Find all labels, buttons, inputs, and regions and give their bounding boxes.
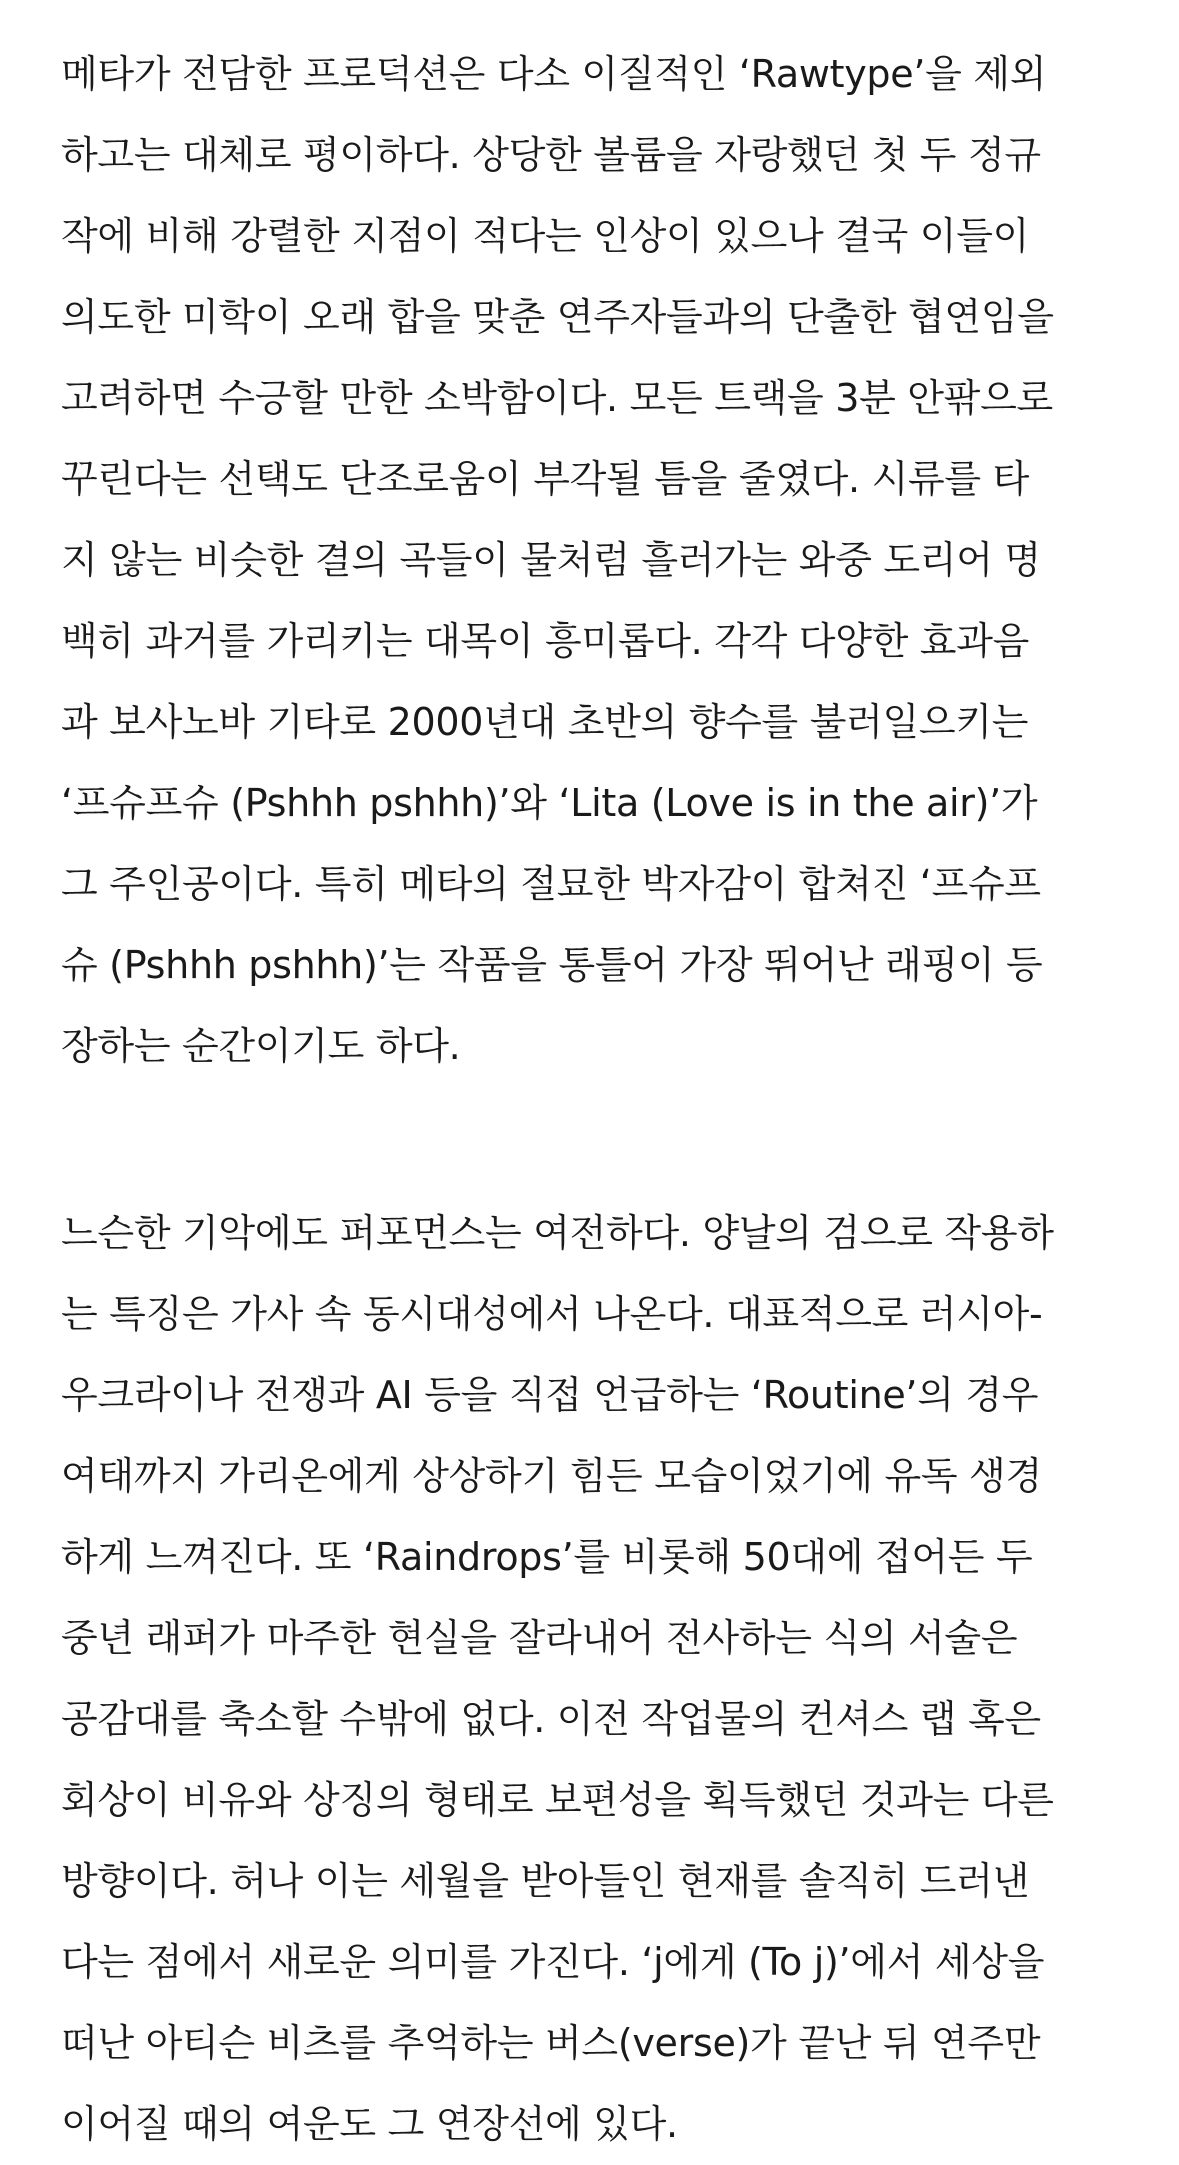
paragraph-line: 백히 과거를 가리키는 대목이 흥미롭다. 각각 다양한 효과음 <box>61 619 1030 663</box>
paragraph-line: 그 주인공이다. 특히 메타의 절묘한 박자감이 합쳐진 ‘프슈프 <box>61 862 1041 906</box>
paragraph-1 <box>61 34 1115 1087</box>
paragraph-line: 장하는 순간이기도 하다. <box>61 1024 461 1068</box>
paragraph-line: 하게 느껴진다. 또 ‘Raindrops’를 비롯해 50대에 접어든 두 <box>61 1535 1033 1579</box>
paragraph-line: 지 않는 비슷한 결의 곡들이 물처럼 흘러가는 와중 도리어 명 <box>61 538 1041 582</box>
paragraph-line: 공감대를 축소할 수밖에 없다. 이전 작업물의 컨셔스 랩 혹은 <box>61 1697 1041 1741</box>
paragraph-line: 작에 비해 강렬한 지점이 적다는 인상이 있으나 결국 이들이 <box>61 214 1030 258</box>
paragraph-line: 회상이 비유와 상징의 형태로 보편성을 획득했던 것과는 다른 <box>61 1778 1054 1822</box>
paragraph-line: 슈 (Pshhh pshhh)’는 작품을 통틀어 가장 뛰어난 래핑이 등 <box>61 943 1043 987</box>
paragraph-spacer <box>61 1087 1115 1193</box>
paragraph-line: 이어질 때의 여운도 그 연장선에 있다. <box>61 2102 678 2146</box>
paragraph-line: 의도한 미학이 오래 합을 맞춘 연주자들과의 단출한 협연임을 <box>61 295 1054 339</box>
paragraph-line: 중년 래퍼가 마주한 현실을 잘라내어 전사하는 식의 서술은 <box>61 1616 1018 1660</box>
paragraph-line: 여태까지 가리온에게 상상하기 힘든 모습이었기에 유독 생경 <box>61 1454 1042 1498</box>
paragraph-line: ‘프슈프슈 (Pshhh pshhh)’와 ‘Lita (Love is in the air)’가 <box>61 781 1038 825</box>
paragraph-2 <box>61 1193 1115 2165</box>
paragraph-line: 메타가 전담한 프로덕션은 다소 이질적인 ‘Rawtype’을 제외 <box>61 52 1047 96</box>
paragraph-line: 고려하면 수긍할 만한 소박함이다. 모든 트랙을 3분 안팎으로 <box>61 376 1053 420</box>
paragraph-line: 방향이다. 허나 이는 세월을 받아들인 현재를 솔직히 드러낸 <box>61 1859 1030 1903</box>
paragraph-line: 하고는 대체로 평이하다. 상당한 볼륨을 자랑했던 첫 두 정규 <box>61 133 1041 177</box>
paragraph-line: 꾸린다는 선택도 단조로움이 부각될 틈을 줄였다. 시류를 타 <box>61 457 1030 501</box>
paragraph-line: 는 특징은 가사 속 동시대성에서 나온다. 대표적으로 러시아- <box>61 1292 1043 1336</box>
paragraph-line: 다는 점에서 새로운 의미를 가진다. ‘j에게 (To j)’에서 세상을 <box>61 1940 1045 1984</box>
paragraph-line: 과 보사노바 기타로 2000년대 초반의 향수를 불러일으키는 <box>61 700 1029 744</box>
paragraph-line: 느슨한 기악에도 퍼포먼스는 여전하다. 양날의 검으로 작용하 <box>61 1211 1054 1255</box>
paragraph-line: 떠난 아티슨 비츠를 추억하는 버스(verse)가 끝난 뒤 연주만 <box>61 2021 1041 2065</box>
paragraph-line: 우크라이나 전쟁과 AI 등을 직접 언급하는 ‘Routine’의 경우 <box>61 1373 1039 1417</box>
